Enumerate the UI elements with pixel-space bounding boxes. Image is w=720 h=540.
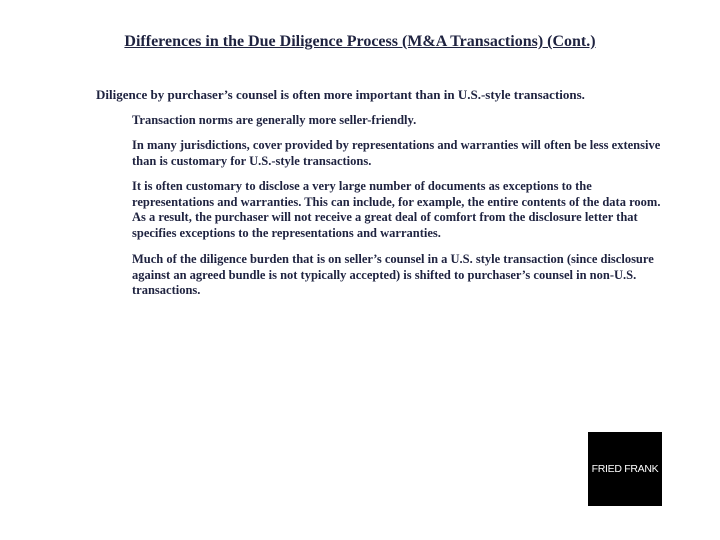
- sub-bullet-point: [94, 113, 664, 129]
- sub-bullet-text: In many jurisdictions, cover provided by representations and warranties will often be less extensive than is customary for U.S.-style transactions.: [132, 138, 661, 168]
- sub-bullet-point: [94, 179, 664, 241]
- slide-title: Differences in the Due Diligence Process (M&A Transactions) (Cont.): [124, 33, 596, 50]
- fried-frank-logo: FRIED FRANK: [588, 432, 662, 506]
- sub-bullet-text: Transaction norms are generally more seller-friendly.: [132, 113, 417, 127]
- sub-bullet-text: It is often customary to disclose a very large number of documents as exceptions to the representations and warranties. This can include, for example, the entire contents of the data room. As a result, the purchaser will not receive a great deal of comfort from the disclosure letter that specifies exceptions to the representations and warranties.: [132, 179, 661, 240]
- main-bullet-point: [44, 86, 684, 104]
- sub-bullet-point: [94, 252, 664, 299]
- sub-bullet-text: Much of the diligence burden that is on seller’s counsel in a U.S. style transaction (since disclosure against an agreed bundle is not typically accepted) is shifted to purchaser’s counsel in non-U.S. transactions.: [132, 252, 654, 297]
- main-bullet-text: Diligence by purchaser’s counsel is often more important than in U.S.-style transactions.: [96, 87, 585, 102]
- sub-bullet-point: [94, 138, 664, 169]
